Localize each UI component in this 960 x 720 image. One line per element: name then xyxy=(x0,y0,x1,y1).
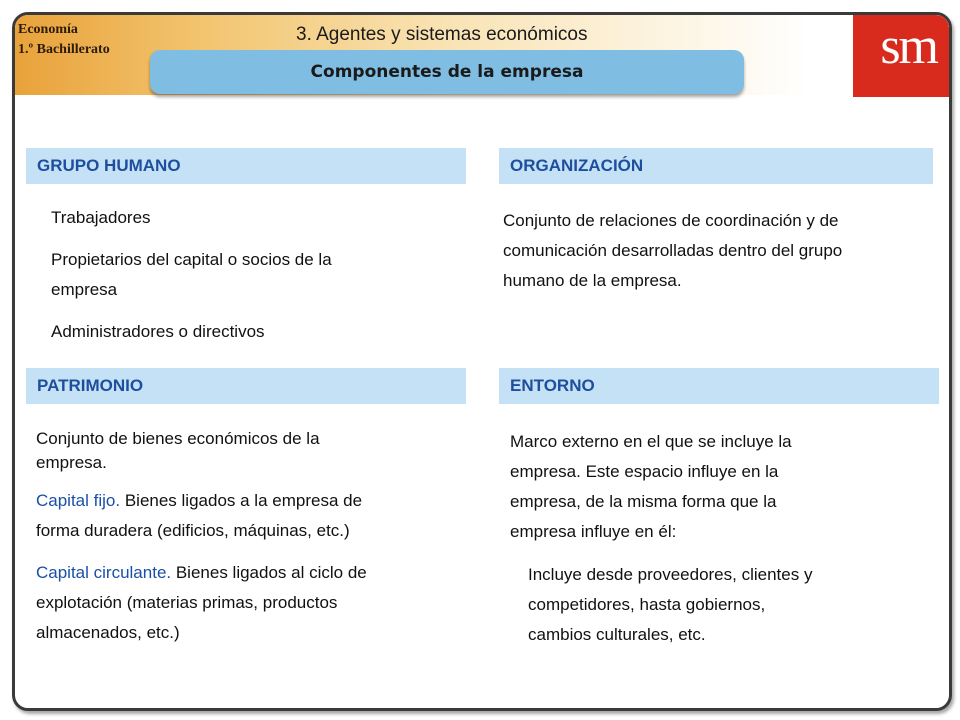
organizacion-title: ORGANIZACIÓN xyxy=(510,156,644,175)
capital-circulante-line-3: almacenados, etc.) xyxy=(36,623,180,642)
entorno-sub-line-2: competidores, hasta gobiernos, xyxy=(528,595,766,614)
entorno-sub-line-1: Incluye desde proveedores, clientes y xyxy=(528,565,813,584)
entorno-line-4: empresa influye en él: xyxy=(510,522,677,541)
grupo-humano-item-administradores: Administradores o directivos xyxy=(51,322,265,341)
capital-circulante-line-1 xyxy=(36,558,367,588)
organizacion-header xyxy=(499,148,933,184)
subject-level: 1.º Bachillerato xyxy=(18,42,110,57)
entorno-sub-line-3: cambios culturales, etc. xyxy=(528,625,706,644)
capital-circulante-description: Bienes ligados al ciclo de xyxy=(171,563,367,582)
patrimonio-intro-line-2: empresa. xyxy=(36,453,107,472)
section-title: Componentes de la empresa xyxy=(310,62,584,82)
entorno-line-3: empresa, de la misma forma que la xyxy=(510,492,777,511)
capital-fijo-description: Bienes ligados a la empresa de xyxy=(120,491,363,510)
grupo-humano-title: GRUPO HUMANO xyxy=(37,156,181,175)
grupo-humano-item-propietarios-cont: empresa xyxy=(51,280,118,299)
capital-fijo-line-2: forma duradera (edificios, máquinas, etc.) xyxy=(36,521,350,540)
subject-name: Economía xyxy=(18,22,78,37)
organizacion-line-1: Conjunto de relaciones de coordinación y de xyxy=(503,211,839,230)
entorno-header xyxy=(499,368,939,404)
capital-fijo-line-1 xyxy=(36,486,362,516)
capital-fijo-term: Capital fijo. xyxy=(36,491,121,510)
grupo-humano-item-trabajadores: Trabajadores xyxy=(51,208,151,227)
entorno-title: ENTORNO xyxy=(510,376,595,395)
publisher-logo xyxy=(853,15,949,97)
patrimonio-intro-line-1: Conjunto de bienes económicos de la xyxy=(36,429,320,448)
patrimonio-header xyxy=(26,368,466,404)
organizacion-line-3: humano de la empresa. xyxy=(503,271,682,290)
grupo-humano-header xyxy=(26,148,466,184)
capital-circulante-term: Capital circulante. xyxy=(36,563,172,582)
capital-circulante-line-2: explotación (materias primas, productos xyxy=(36,593,338,612)
topic-title: 3. Agentes y sistemas económicos xyxy=(296,24,588,45)
entorno-line-2: empresa. Este espacio influye en la xyxy=(510,462,779,481)
section-title-tab xyxy=(150,50,744,94)
entorno-line-1: Marco externo en el que se incluye la xyxy=(510,432,792,451)
subject-label xyxy=(18,20,110,60)
patrimonio-title: PATRIMONIO xyxy=(37,376,144,395)
organizacion-line-2: comunicación desarrolladas dentro del grupo xyxy=(503,241,843,260)
grupo-humano-item-propietarios: Propietarios del capital o socios de la xyxy=(51,250,332,269)
logo-text: sm xyxy=(880,18,937,75)
